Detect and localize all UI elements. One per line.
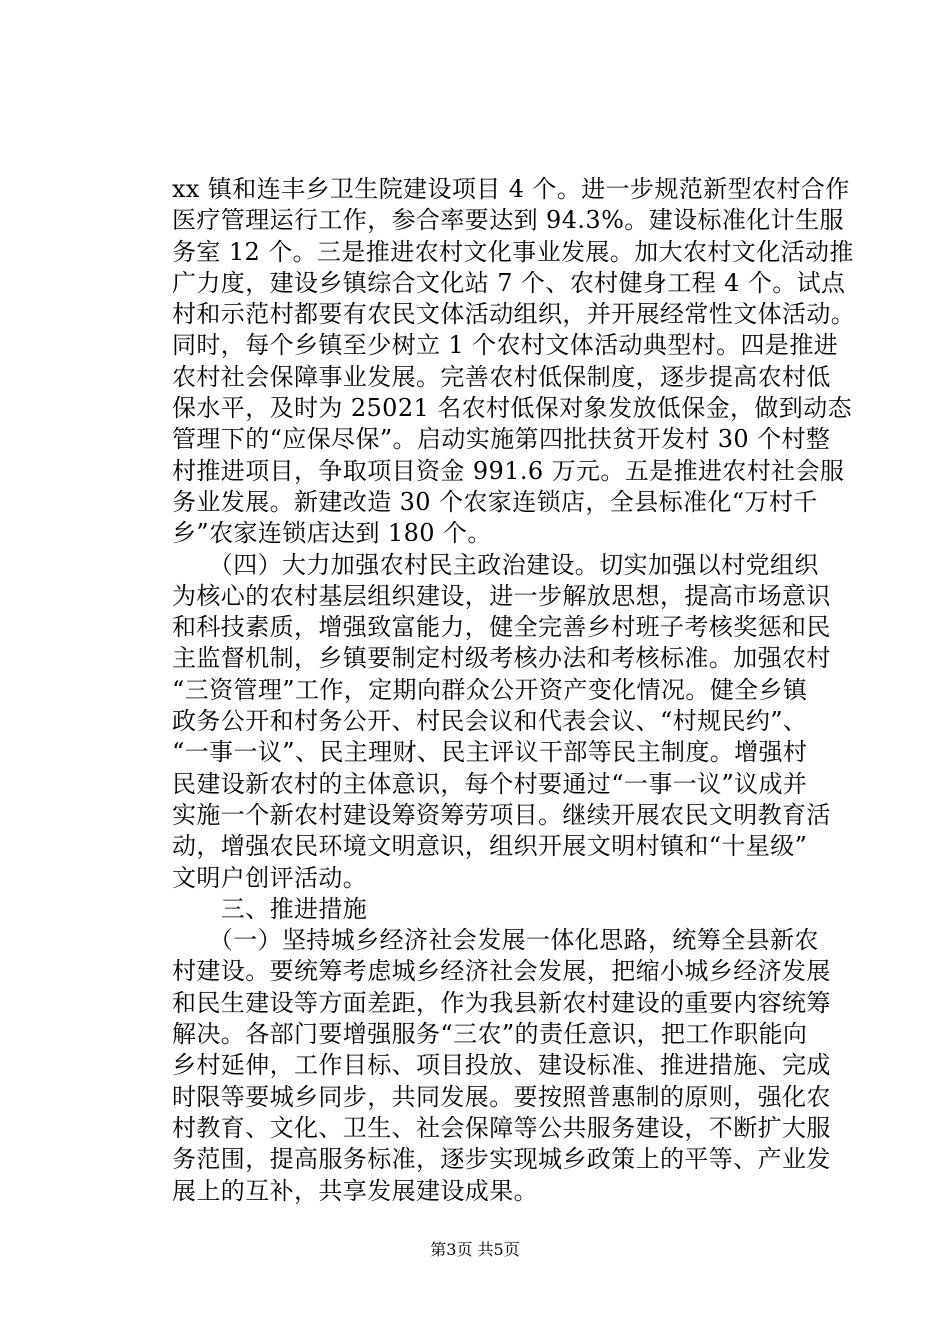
text-line: 乡”农家连锁店达到 180 个。 (172, 519, 492, 548)
document-body (172, 174, 872, 1207)
text-line: 文明户创评活动。 (172, 863, 368, 892)
text-line: 村推进项目，争取项目资金 991.6 万元。五是推进农村社会服 (172, 456, 845, 485)
page-number-label: 第3页 共5页 (430, 1240, 520, 1259)
text-line: 展上的互补，共享发展建设成果。 (172, 1176, 538, 1205)
text-line: 广力度，建设乡镇综合文化站 7 个、农村健身工程 4 个。试点 (172, 268, 846, 297)
text-line: 村建设。要统筹考虑城乡经济社会发展，把缩小城乡经济发展 (172, 957, 831, 986)
text-line: 务范围，提高服务标准，逐步实现城乡政策上的平等、产业发 (172, 1145, 831, 1174)
page-footer (0, 1240, 950, 1260)
text-line: 保水平，及时为 25021 名农村低保对象发放低保金，做到动态 (172, 394, 853, 423)
text-line: 管理下的“应保尽保”。启动实施第四批扶贫开发村 30 个村整 (172, 425, 831, 454)
text-line: （四）大力加强农村民主政治建设。切实加强以村党组织 (172, 550, 819, 579)
text-line: 村教育、文化、卫生、社会保障等公共服务建设，不断扩大服 (172, 1113, 831, 1142)
text-line: “三资管理”工作，定期向群众公开资产变化情况。健全乡镇 (172, 675, 808, 704)
text-line: 时限等要城乡同步，共同发展。要按照普惠制的原则，强化农 (172, 1082, 831, 1111)
text-line: 三、推进措施 (172, 894, 368, 923)
text-line: “一事一议”、民主理财、民主评议干部等民主制度。增强村 (172, 738, 808, 767)
text-line: （一）坚持城乡经济社会发展一体化思路，统筹全县新农 (172, 926, 819, 955)
text-line: 解决。各部门要增强服务“三农”的责任意识，把工作职能向 (172, 1020, 808, 1049)
text-line: 村和示范村都要有农民文体活动组织，并开展经常性文体活动。 (172, 300, 856, 329)
text-line: xx 镇和连丰乡卫生院建设项目 4 个。进一步规范新型农村合作 (172, 175, 850, 203)
text-line: 政务公开和村务公开、村民会议和代表会议、“村规民约”、 (172, 707, 808, 736)
text-line: 同时，每个乡镇至少树立 1 个农村文体活动典型村。四是推进 (172, 331, 839, 360)
text-line: 务业发展。新建改造 30 个农家连锁店，全县标准化“万村千 (172, 487, 818, 516)
text-line: 农村社会保障事业发展。完善农村低保制度，逐步提高农村低 (172, 362, 831, 391)
text-line: 动，增强农民环境文明意识，组织开展文明村镇和“十星级” (172, 832, 808, 861)
text-line: 为核心的农村基层组织建设，进一步解放思想，提高市场意识 (172, 581, 831, 610)
text-line: 民建设新农村的主体意识，每个村要通过“一事一议”议成并 (172, 769, 808, 798)
text-line: 医疗管理运行工作，参合率要达到 94.3%。建设标准化计生服 (172, 206, 844, 235)
text-line: 和科技素质，增强致富能力，健全完善乡村班子考核奖惩和民 (172, 613, 831, 642)
text-line: 主监督机制，乡镇要制定村级考核办法和考核标准。加强农村 (172, 644, 831, 673)
text-line: 和民生建设等方面差距，作为我县新农村建设的重要内容统筹 (172, 988, 831, 1017)
text-line: 务室 12 个。三是推进农村文化事业发展。加大农村文化活动推 (172, 237, 854, 266)
text-line: 实施一个新农村建设筹资筹劳项目。继续开展农民文明教育活 (172, 800, 831, 829)
text-line: 乡村延伸，工作目标、项目投放、建设标准、推进措施、完成 (172, 1051, 831, 1080)
